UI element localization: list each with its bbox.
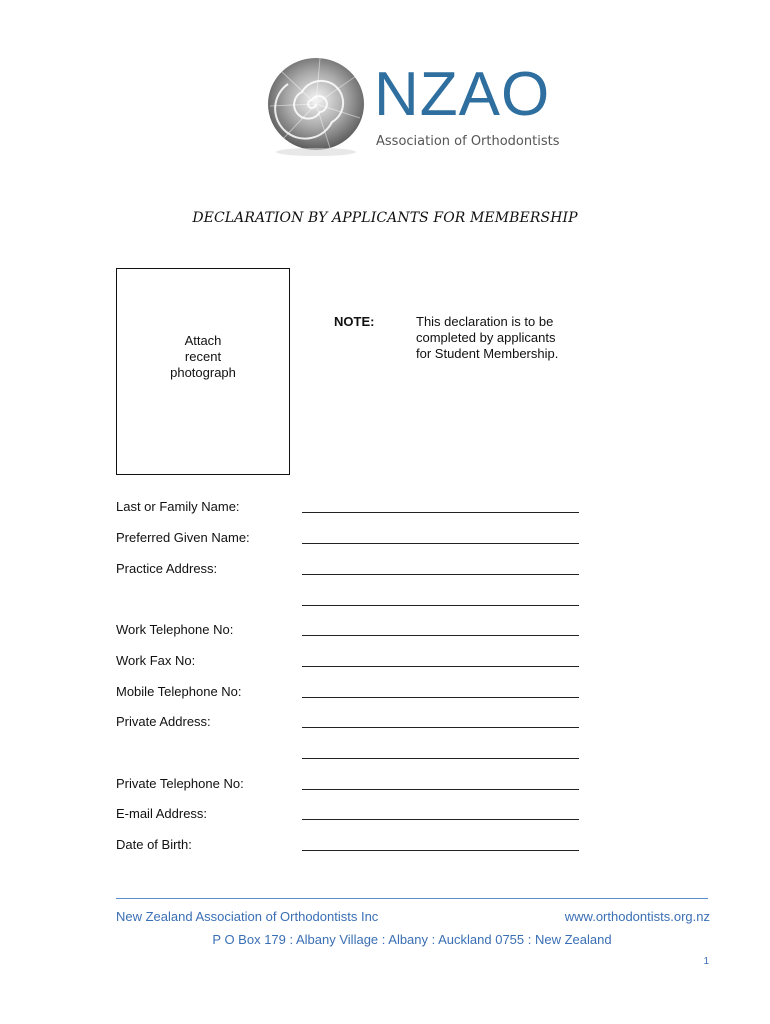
practice-address-field-line-2[interactable] bbox=[302, 605, 579, 606]
note-label: NOTE: bbox=[334, 314, 375, 329]
email-field[interactable] bbox=[302, 819, 579, 820]
note-line: This declaration is to be bbox=[416, 314, 554, 329]
dob-field[interactable] bbox=[302, 850, 579, 851]
email-label: E-mail Address: bbox=[116, 806, 208, 821]
private-address-label: Private Address: bbox=[116, 714, 211, 729]
mobile-telephone-label: Mobile Telephone No: bbox=[116, 684, 242, 699]
footer-divider bbox=[116, 898, 708, 899]
footer-organization: New Zealand Association of Orthodontists Inc bbox=[116, 909, 379, 924]
last-name-label: Last or Family Name: bbox=[116, 499, 240, 514]
page-number: 1 bbox=[703, 956, 709, 967]
logo-wordmark: NZAO bbox=[374, 60, 551, 129]
photo-label-line: photograph bbox=[170, 365, 236, 380]
note-line: for Student Membership. bbox=[416, 346, 559, 361]
work-fax-label: Work Fax No: bbox=[116, 653, 196, 668]
photo-label-line: recent bbox=[184, 349, 222, 364]
nzao-logo bbox=[248, 48, 578, 168]
last-name-field[interactable] bbox=[302, 512, 579, 513]
private-telephone-label: Private Telephone No: bbox=[116, 776, 244, 791]
mobile-telephone-field[interactable] bbox=[302, 697, 579, 698]
dob-label: Date of Birth: bbox=[116, 837, 192, 852]
logo-subtitle: Association of Orthodontists bbox=[376, 134, 560, 149]
work-telephone-field[interactable] bbox=[302, 635, 579, 636]
document-title: DECLARATION BY APPLICANTS FOR MEMBERSHIP bbox=[192, 210, 578, 226]
note-text bbox=[416, 314, 596, 362]
photo-label-line: Attach bbox=[184, 333, 222, 348]
private-address-field-line-1[interactable] bbox=[302, 727, 579, 728]
given-name-field[interactable] bbox=[302, 543, 579, 544]
private-telephone-field[interactable] bbox=[302, 789, 579, 790]
work-telephone-label: Work Telephone No: bbox=[116, 622, 234, 637]
private-address-field-line-2[interactable] bbox=[302, 758, 579, 759]
footer-website-link[interactable]: www.orthodontists.org.nz bbox=[564, 909, 710, 924]
nautilus-shell-icon bbox=[260, 52, 372, 160]
note-line: completed by applicants bbox=[416, 330, 556, 345]
work-fax-field[interactable] bbox=[302, 666, 579, 667]
footer-address: P O Box 179 : Albany Village : Albany : Auckland 0755 : New Zealand bbox=[212, 932, 612, 947]
practice-address-label: Practice Address: bbox=[116, 561, 218, 576]
photo-box bbox=[116, 268, 290, 475]
given-name-label: Preferred Given Name: bbox=[116, 530, 250, 545]
photo-instructions bbox=[117, 333, 289, 381]
practice-address-field-line-1[interactable] bbox=[302, 574, 579, 575]
